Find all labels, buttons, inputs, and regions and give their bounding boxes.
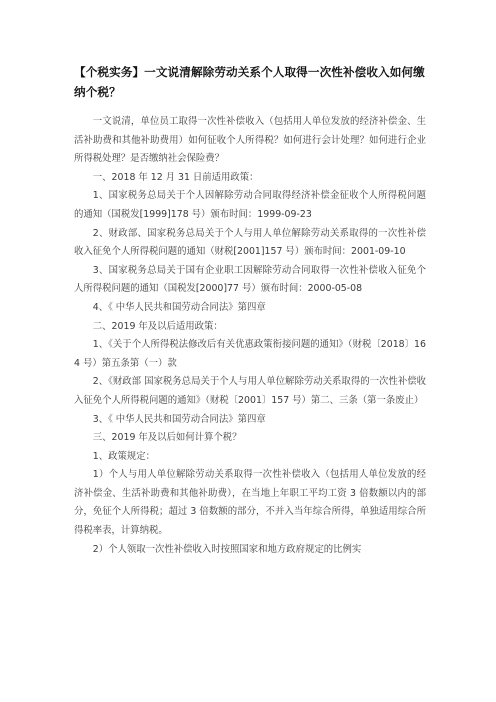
list-item: 2、财政部、国家税务总局关于个人与用人单位解除劳动关系取得的一次性补偿收入征免个人所得税问题的通知（财税[2001]157 号）颁布时间：2001-09-10 [74,227,426,258]
article-body [74,113,426,559]
list-item: 1、《关于个人所得税法修改后有关优惠政策衔接问题的通知》（财税〔2018〕164 号）第五条第（一）款 [74,339,426,369]
article-title: 【个税实务】一文说清解除劳动关系个人取得一次性补偿收入如何缴纳个税？ [74,65,425,99]
list-item: 2、《财政部 国家税务总局关于个人与用人单位解除劳动关系取得的一次性补偿收入征免个人所得税问题的通知》（财税〔2001〕157 号）第二、三条（第一条废止） [74,376,426,406]
section-heading-2: 二、2019 年及以后适用政策： [92,320,223,332]
list-item: 3、《 中华人民共和国劳动合同法》第四章 [92,413,266,425]
list-item: 1、政策规定： [92,450,156,462]
list-item: 3、国家税务总局关于国有企业职工因解除劳动合同取得一次性补偿收入征免个人所得税问题的通知（国税发[2000]77 号）颁布时间：2000-05-08 [74,264,426,295]
list-item: 4、《 中华人民共和国劳动合同法》第四章 [92,301,266,313]
list-item: 2）个人领取一次性补偿收入时按照国家和地方政府规定的比例实 [92,543,362,555]
section-heading-3: 三、2019 年及以后如何计算个税？ [92,432,242,444]
article [74,62,426,559]
list-item: 1、国家税务总局关于个人因解除劳动合同取得经济补偿金征收个人所得税问题的通知（国税发[1999]178 号）颁布时间：1999-09-23 [74,190,426,220]
section-heading-1: 一、2018 年 12 月 31 日前适用政策： [92,171,259,183]
paragraph-intro: 一文说清，单位员工取得一次性补偿收入（包括用人单位发放的经济补偿金、生活补助费和其他补助费用）如何征收个人所得税？如何进行会计处理？如何进行企业所得税处理？是否缴纳社会保险费？ [74,116,426,165]
list-item: 1）个人与用人单位解除劳动关系取得一次性补偿收入（包括用人单位发放的经济补偿金、生活补助费和其他补助费），在当地上年职工平均工资 3 倍数额以内的部分，免征个人所得税；超过 3 倍数额的部分，不并入当年综合所得，单独适用综合所得税率表，计算纳税。 [74,469,426,537]
